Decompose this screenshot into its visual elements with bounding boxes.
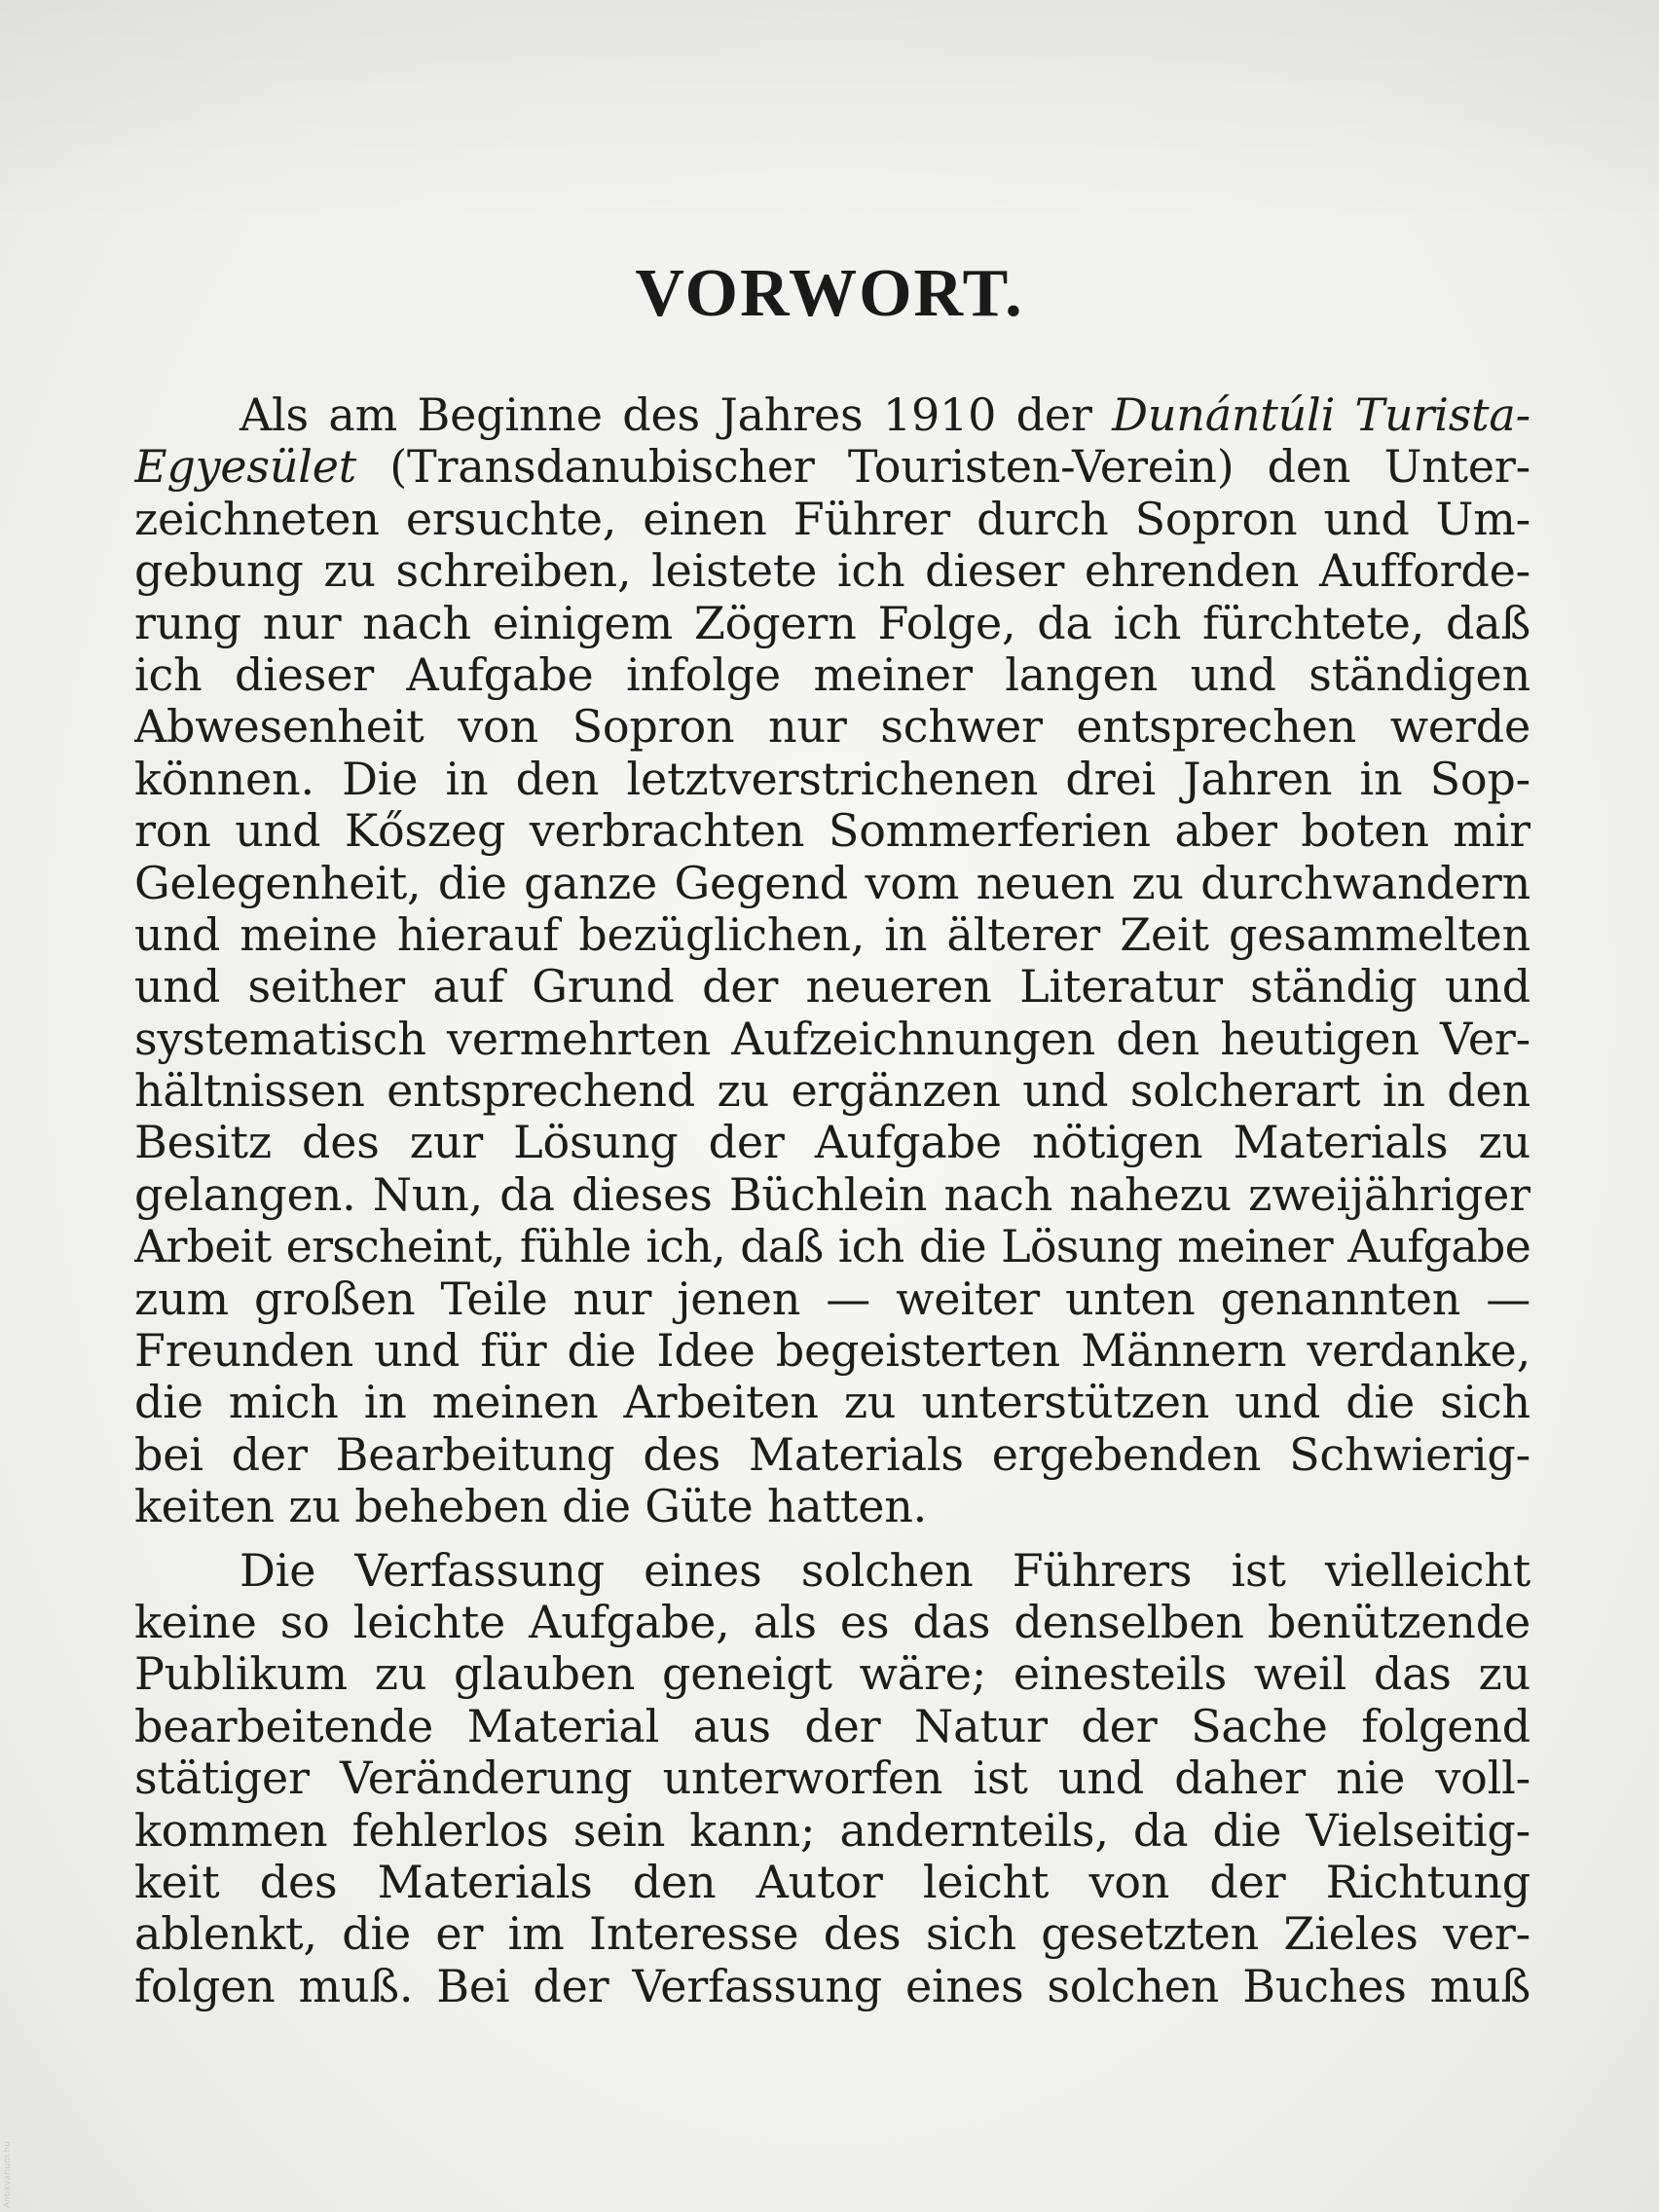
italic-society-name: Dunántúli Turista- [1112,389,1530,441]
text-line: zeichneten ersuchte, einen Führer durch Sopron und Um- [134,493,1530,545]
body-text [134,389,1530,2012]
text-line [134,441,1530,493]
text-line: systematisch vermehrten Aufzeichnungen den heutigen Ver- [134,1013,1530,1065]
watermark-text: Antikvarium.hu [3,2141,13,2208]
text-line: Publikum zu glauben geneigt wäre; einesteils weil das zu [134,1648,1530,1701]
text-line: stätiger Veränderung unterworfen ist und daher nie voll- [134,1752,1530,1805]
text-line: Abwesenheit von Sopron nur schwer entsprechen werde [134,701,1530,754]
text-line: folgen muß. Bei der Verfassung eines solchen Buches muß [134,1960,1530,2012]
text-line: Arbeit erscheint, fühle ich, daß ich die Lösung meiner Aufgabe [134,1221,1530,1273]
text-line: ron und Kőszeg verbrachten Sommerferien aber boten mir [134,805,1530,858]
text-line: ich dieser Aufgabe infolge meiner langen und ständigen [134,648,1530,701]
text-line [134,389,1530,441]
text-line: keiten zu beheben die Güte hatten. [134,1481,928,1533]
text-line: Gelegenheit, die ganze Gegend vom neuen zu durchwandern [134,857,1530,909]
text-line: keine so leichte Aufgabe, als es das denselben benützende [134,1596,1530,1648]
text-line: hältnissen entsprechend zu ergänzen und solcherart in den [134,1065,1530,1118]
text-line: die mich in meinen Arbeiten zu unterstützen und die sich [134,1377,1530,1429]
text-line: kommen fehlerlos sein kann; andernteils, da die Vielseitig- [134,1804,1530,1857]
text-line: bearbeitende Material aus der Natur der Sache folgend [134,1700,1530,1752]
text-line: bei der Bearbeitung des Materials ergebenden Schwierig- [134,1428,1530,1481]
show-through-shadow [0,0,1659,224]
text-run: (Transdanubischer Touristen-Verein) den Unter- [356,441,1530,494]
text-line: gebung zu schreiben, leistete ich dieser ehrenden Aufforde- [134,545,1530,598]
text-line: und meine hierauf bezüglichen, in älterer Zeit gesammelten [134,908,1530,961]
text-line: Besitz des zur Lösung der Aufgabe nötigen Materials zu [134,1117,1530,1169]
text-line: zum großen Teile nur jenen — weiter unten genannten — [134,1272,1530,1325]
text-line: rung nur nach einigem Zögern Folge, da ich fürchtete, daß [134,597,1530,649]
page-title: VORWORT. [635,256,1024,331]
italic-society-name: Egyesület [134,441,357,494]
text-line: Freunden und für die Idee begeisterten Männern verdanke, [134,1325,1530,1378]
text-line: können. Die in den letztverstrichenen drei Jahren in Sop- [134,753,1530,805]
paragraph-gap [134,1533,1530,1545]
text-line: und seither auf Grund der neueren Literatur ständig und [134,961,1530,1014]
text-line: keit des Materials den Autor leicht von der Richtung [134,1856,1530,1908]
text-line: gelangen. Nun, da dieses Büchlein nach nahezu zweijähriger [134,1168,1530,1221]
text-run: Als am Beginne des Jahres 1910 der [240,389,1113,441]
text-line: ablenkt, die er im Interesse des sich gesetzten Zieles ver- [134,1908,1530,1961]
text-line: Die Verfassung eines solchen Führers ist vielleicht [240,1544,1530,1597]
